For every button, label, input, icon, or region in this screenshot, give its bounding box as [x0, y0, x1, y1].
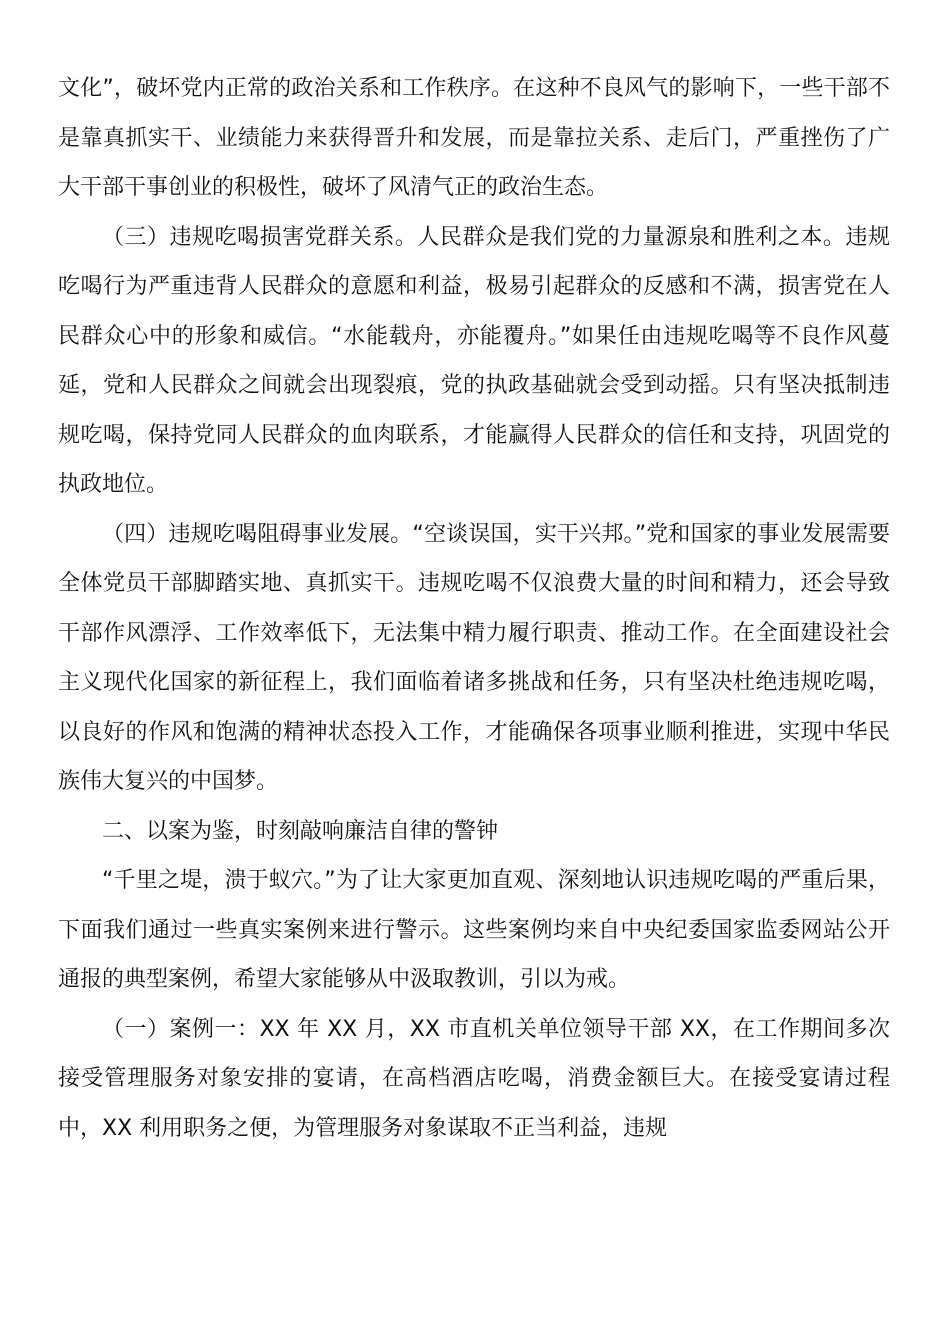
paragraph-case-one: （一）案例一：XX 年 XX 月，XX 市直机关单位领导干部 XX，在工作期间多次接受管理服务对象安排的宴请，在高档酒店吃喝，消费金额巨大。在接受宴请过程中，XX 利用职务之便，为管理服务对象谋取不正当利益，违规 — [58, 1016, 890, 1141]
paragraph-continuation: 文化”，破坏党内正常的政治关系和工作秩序。在这种不良风气的影响下，一些干部不是靠真抓实干、业绩能力来获得晋升和发展，而是靠拉关系、走后门，严重挫伤了广大干部干事创业的积极性，破坏了风清气正的政治生态。 — [58, 76, 890, 200]
paragraph-cases-intro: “千里之堤，溃于蚁穴。”为了让大家更加直观、深刻地认识违规吃喝的严重后果，下面我们通过一些真实案例来进行警示。这些案例均来自中央纪委国家监委网站公开通报的典型案例，希望大家能够从中汲取教训，引以为戒。 — [58, 868, 890, 992]
document-page — [58, 64, 890, 1153]
paragraph-section-three: （三）违规吃喝损害党群关系。人民群众是我们党的力量源泉和胜利之本。违规吃喝行为严重违背人民群众的意愿和利益，极易引起群众的反感和不满，损害党在人民群众心中的形象和威信。“水能载舟，亦能覆舟。”如果任由违规吃喝等不良作风蔓延，党和人民群众之间就会出现裂痕，党的执政基础就会受到动摇。只有坚决抵制违规吃喝，保持党同人民群众的血肉联系，才能赢得人民群众的信任和支持，巩固党的执政地位。 — [58, 224, 890, 497]
section-heading-two: 二、以案为鉴，时刻敲响廉洁自律的警钟 — [102, 818, 499, 844]
paragraph-section-four: （四）违规吃喝阻碍事业发展。“空谈误国，实干兴邦。”党和国家的事业发展需要全体党员干部脚踏实地、真抓实干。违规吃喝不仅浪费大量的时间和精力，还会导致干部作风漂浮、工作效率低下，无法集中精力履行职责、推动工作。在全面建设社会主义现代化国家的新征程上，我们面临着诸多挑战和任务，只有坚决杜绝违规吃喝，以良好的作风和饱满的精神状态投入工作，才能确保各项事业顺利推进，实现中华民族伟大复兴的中国梦。 — [58, 521, 890, 794]
